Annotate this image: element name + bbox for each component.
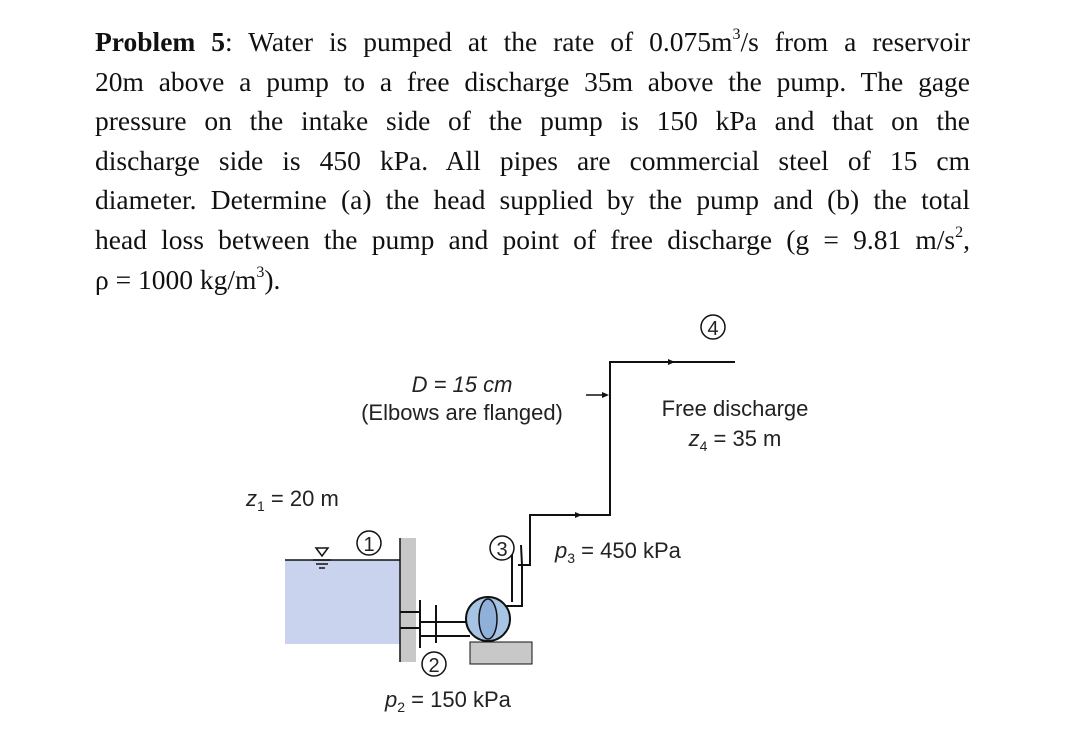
discharge-pipe <box>518 362 735 565</box>
superscript-2: 2 <box>955 223 964 241</box>
superscript-3b: 3 <box>256 263 265 281</box>
point-2-marker <box>422 652 446 677</box>
problem-text-1-tail: /s from a reservoir <box>740 26 971 57</box>
point-4-label: 4 <box>707 318 719 340</box>
point-2-label: 2 <box>428 655 440 677</box>
pump-base <box>470 642 532 664</box>
z1-label: $z_1 = 20$ m <box>246 486 339 514</box>
problem-line-3: pressure on the intake side of the pump is 150 kPa and that on the <box>95 105 970 137</box>
reservoir-wall <box>400 538 416 662</box>
free-discharge-label: Free discharge <box>661 396 809 421</box>
p3-label: $p_3 = 450$ kPa <box>555 538 681 566</box>
problem-line-5: diameter. Determine (a) the head supplied by the pump and (b) the total <box>95 184 970 216</box>
problem-text-6-tail: , <box>963 223 970 255</box>
flow-arrowhead-2 <box>602 392 609 398</box>
point-1-label: 1 <box>363 534 375 556</box>
z4-label: $z_4 = 35$ m <box>688 426 782 454</box>
elbows-label: (Elbows are flanged) <box>361 400 563 425</box>
point-3-marker <box>490 536 514 561</box>
problem-text-7-tail: ). <box>264 263 281 295</box>
pump-housing <box>479 599 497 639</box>
problem-text-6: head loss between the pump and point of free discharge (g = 9.81 m/s <box>95 223 956 255</box>
p2-label: $p_2 = 150$ kPa <box>385 687 511 715</box>
problem-line-2: 20m above a pump to a free discharge 35m above the pump. The gage <box>95 65 970 97</box>
problem-text-7: ρ = 1000 kg/m <box>95 263 257 295</box>
reservoir-water <box>285 560 400 644</box>
point-4-marker <box>701 315 725 340</box>
problem-line-4: discharge side is 450 kPa. All pipes are commercial steel of 15 cm <box>95 144 970 176</box>
superscript-3: 3 <box>732 26 741 43</box>
diameter-label: D = 15 cm <box>411 372 513 397</box>
problem-text-1: : Water is pumped at the rate of 0.075m <box>225 26 733 57</box>
point-3-label: 3 <box>496 539 508 561</box>
flow-arrowhead-3 <box>668 359 675 365</box>
point-1-marker <box>357 531 381 556</box>
flow-arrowhead-1 <box>575 512 582 518</box>
problem-label: Problem 5 <box>95 26 225 57</box>
